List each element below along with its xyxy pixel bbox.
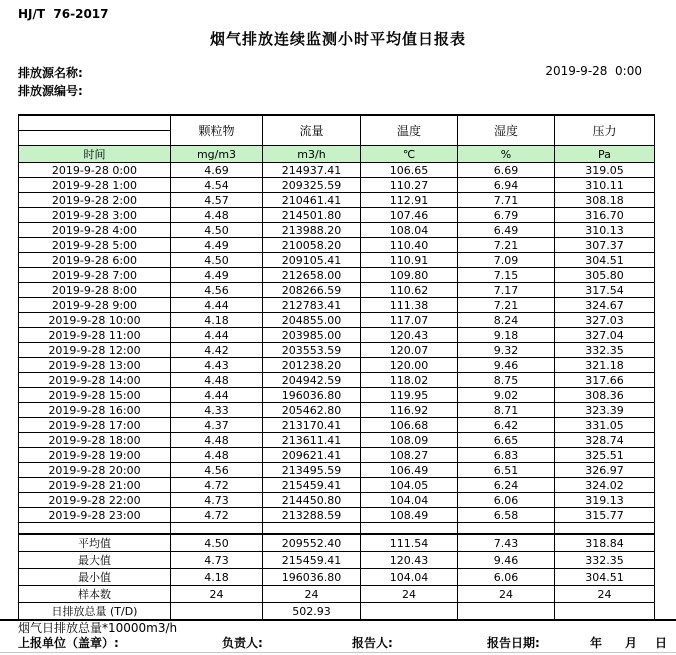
unit-cell-pressure: Pa (555, 146, 655, 163)
responsible-person-label: 负责人: (222, 636, 263, 650)
source-name-label: 排放源名称: (18, 66, 83, 80)
value-cell: 109.80 (361, 268, 458, 283)
value-cell: 4.54 (171, 178, 263, 193)
time-cell: 2019-9-28 13:00 (19, 358, 171, 373)
summary-label-cell: 平均值 (19, 534, 171, 552)
value-cell: 4.48 (171, 448, 263, 463)
value-cell (458, 603, 555, 620)
value-cell: 210461.41 (263, 193, 361, 208)
value-cell: 4.72 (171, 478, 263, 493)
summary-row-sample-count (19, 586, 655, 603)
value-cell: 106.68 (361, 418, 458, 433)
table-row (19, 268, 655, 283)
table-row (19, 463, 655, 478)
value-cell: 304.51 (555, 253, 655, 268)
value-cell: 24 (458, 586, 555, 603)
value-cell: 9.32 (458, 343, 555, 358)
value-cell: 209105.41 (263, 253, 361, 268)
time-cell: 2019-9-28 22:00 (19, 493, 171, 508)
value-cell: 215459.41 (263, 478, 361, 493)
time-cell: 2019-9-28 20:00 (19, 463, 171, 478)
value-cell: 104.04 (361, 569, 458, 586)
value-cell: 4.43 (171, 358, 263, 373)
monitoring-table (18, 114, 655, 619)
column-header-humidity: 湿度 (458, 115, 555, 146)
value-cell: 120.00 (361, 358, 458, 373)
signature-row (0, 634, 676, 650)
value-cell: 205462.80 (263, 403, 361, 418)
value-cell: 316.70 (555, 208, 655, 223)
page-bottom-rule (0, 652, 676, 653)
time-cell: 2019-9-28 14:00 (19, 373, 171, 388)
value-cell: 321.18 (555, 358, 655, 373)
corner-cell (19, 115, 171, 146)
table-row (19, 433, 655, 448)
time-cell: 2019-9-28 1:00 (19, 178, 171, 193)
value-cell: 204942.59 (263, 373, 361, 388)
value-cell: 324.02 (555, 478, 655, 493)
value-cell: 6.69 (458, 163, 555, 178)
value-cell: 119.95 (361, 388, 458, 403)
value-cell: 203553.59 (263, 343, 361, 358)
value-cell: 104.04 (361, 493, 458, 508)
value-cell: 116.92 (361, 403, 458, 418)
value-cell: 9.02 (458, 388, 555, 403)
value-cell: 110.27 (361, 178, 458, 193)
value-cell: 324.67 (555, 298, 655, 313)
value-cell: 108.49 (361, 508, 458, 523)
time-cell: 2019-9-28 9:00 (19, 298, 171, 313)
value-cell (361, 603, 458, 620)
value-cell: 24 (361, 586, 458, 603)
summary-row-min (19, 569, 655, 586)
value-cell: 308.18 (555, 193, 655, 208)
table-row (19, 493, 655, 508)
value-cell: 7.09 (458, 253, 555, 268)
value-cell: 196036.80 (263, 388, 361, 403)
value-cell: 4.37 (171, 418, 263, 433)
value-cell: 332.35 (555, 343, 655, 358)
table-row (19, 343, 655, 358)
value-cell: 104.05 (361, 478, 458, 493)
value-cell: 215459.41 (263, 552, 361, 569)
value-cell: 6.42 (458, 418, 555, 433)
value-cell: 4.73 (171, 552, 263, 569)
value-cell: 4.57 (171, 193, 263, 208)
month-label: 月 (625, 636, 638, 650)
value-cell: 24 (171, 586, 263, 603)
value-cell: 212658.00 (263, 268, 361, 283)
time-header-cell: 时间 (19, 146, 171, 163)
value-cell: 210058.20 (263, 238, 361, 253)
value-cell: 6.83 (458, 448, 555, 463)
table-row (19, 283, 655, 298)
value-cell: 4.18 (171, 569, 263, 586)
value-cell: 6.94 (458, 178, 555, 193)
table-row (19, 193, 655, 208)
value-cell: 209621.41 (263, 448, 361, 463)
value-cell: 108.27 (361, 448, 458, 463)
value-cell: 8.75 (458, 373, 555, 388)
value-cell: 327.03 (555, 313, 655, 328)
summary-row-daily-total (19, 603, 655, 620)
value-cell: 213170.41 (263, 418, 361, 433)
value-cell: 319.05 (555, 163, 655, 178)
value-cell: 310.13 (555, 223, 655, 238)
value-cell: 6.65 (458, 433, 555, 448)
value-cell: 326.97 (555, 463, 655, 478)
value-cell: 4.18 (171, 313, 263, 328)
time-cell: 2019-9-28 6:00 (19, 253, 171, 268)
table-row (19, 178, 655, 193)
value-cell: 4.42 (171, 343, 263, 358)
source-code-label: 排放源编号: (18, 84, 83, 98)
table-row (19, 478, 655, 493)
value-cell: 110.91 (361, 253, 458, 268)
value-cell: 7.43 (458, 534, 555, 552)
summary-label-cell: 样本数 (19, 586, 171, 603)
time-cell: 2019-9-28 8:00 (19, 283, 171, 298)
value-cell: 6.24 (458, 478, 555, 493)
value-cell: 106.49 (361, 463, 458, 478)
spacer-row (19, 523, 655, 535)
table-row (19, 328, 655, 343)
column-header-particulate: 颗粒物 (171, 115, 263, 146)
table-row (19, 313, 655, 328)
table-row (19, 418, 655, 433)
value-cell: 4.56 (171, 283, 263, 298)
value-cell: 4.50 (171, 534, 263, 552)
standard-number: HJ/T 76-2017 (18, 7, 109, 21)
value-cell: 7.71 (458, 193, 555, 208)
units-header-row (19, 146, 655, 163)
reporting-unit-label: 上报单位（盖章）: (18, 636, 119, 650)
unit-cell-humidity: % (458, 146, 555, 163)
column-header-temperature: 温度 (361, 115, 458, 146)
value-cell: 331.05 (555, 418, 655, 433)
value-cell (555, 603, 655, 620)
day-label: 日 (655, 636, 668, 650)
table-row (19, 253, 655, 268)
table-row (19, 373, 655, 388)
value-cell: 108.04 (361, 223, 458, 238)
value-cell: 6.51 (458, 463, 555, 478)
value-cell: 213288.59 (263, 508, 361, 523)
value-cell: 502.93 (263, 603, 361, 620)
value-cell: 4.69 (171, 163, 263, 178)
value-cell: 204855.00 (263, 313, 361, 328)
summary-label-cell: 日排放总量 (T/D) (19, 603, 171, 620)
value-cell: 209325.59 (263, 178, 361, 193)
time-cell: 2019-9-28 11:00 (19, 328, 171, 343)
unit-cell-flow: m3/h (263, 146, 361, 163)
value-cell: 108.09 (361, 433, 458, 448)
summary-label-cell: 最小值 (19, 569, 171, 586)
reporter-label: 报告人: (352, 636, 393, 650)
value-cell: 4.50 (171, 223, 263, 238)
value-cell: 196036.80 (263, 569, 361, 586)
value-cell: 110.62 (361, 283, 458, 298)
time-cell: 2019-9-28 3:00 (19, 208, 171, 223)
value-cell: 214937.41 (263, 163, 361, 178)
value-cell: 4.72 (171, 508, 263, 523)
unit-cell-particulate: mg/m3 (171, 146, 263, 163)
value-cell: 4.56 (171, 463, 263, 478)
value-cell: 209552.40 (263, 534, 361, 552)
time-cell: 2019-9-28 2:00 (19, 193, 171, 208)
value-cell: 307.37 (555, 238, 655, 253)
table-row (19, 388, 655, 403)
value-cell: 9.46 (458, 552, 555, 569)
table-row (19, 448, 655, 463)
value-cell: 325.51 (555, 448, 655, 463)
value-cell: 120.07 (361, 343, 458, 358)
value-cell: 308.36 (555, 388, 655, 403)
summary-row-average (19, 534, 655, 552)
table-row (19, 403, 655, 418)
value-cell: 4.50 (171, 253, 263, 268)
table-row (19, 358, 655, 373)
monitoring-table-wrap (0, 114, 676, 621)
value-cell: 7.17 (458, 283, 555, 298)
report-datetime: 2019-9-28 0:00 (545, 64, 642, 78)
value-cell: 332.35 (555, 552, 655, 569)
report-date-label: 报告日期: (487, 636, 540, 650)
value-cell: 120.43 (361, 552, 458, 569)
value-cell: 323.39 (555, 403, 655, 418)
value-cell: 24 (555, 586, 655, 603)
value-cell: 118.02 (361, 373, 458, 388)
value-cell: 327.04 (555, 328, 655, 343)
value-cell: 9.18 (458, 328, 555, 343)
time-cell: 2019-9-28 0:00 (19, 163, 171, 178)
value-cell: 6.79 (458, 208, 555, 223)
value-cell: 4.33 (171, 403, 263, 418)
value-cell: 4.73 (171, 493, 263, 508)
table-row (19, 508, 655, 523)
value-cell: 6.06 (458, 493, 555, 508)
value-cell: 4.48 (171, 433, 263, 448)
time-cell: 2019-9-28 7:00 (19, 268, 171, 283)
value-cell: 4.48 (171, 208, 263, 223)
value-cell: 214450.80 (263, 493, 361, 508)
value-cell: 9.46 (458, 358, 555, 373)
time-cell: 2019-9-28 15:00 (19, 388, 171, 403)
year-label: 年 (590, 636, 603, 650)
value-cell: 8.24 (458, 313, 555, 328)
column-header-flow: 流量 (263, 115, 361, 146)
value-cell: 328.74 (555, 433, 655, 448)
value-cell: 213988.20 (263, 223, 361, 238)
total-emission-note: 烟气日排放总量*10000m3/h (18, 621, 178, 635)
value-cell: 212783.41 (263, 298, 361, 313)
value-cell: 4.44 (171, 298, 263, 313)
value-cell: 4.48 (171, 373, 263, 388)
value-cell: 315.77 (555, 508, 655, 523)
time-cell: 2019-9-28 18:00 (19, 433, 171, 448)
page-title: 烟气排放连续监测小时平均值日报表 (209, 30, 466, 48)
value-cell: 111.38 (361, 298, 458, 313)
value-cell: 213611.41 (263, 433, 361, 448)
value-cell: 106.65 (361, 163, 458, 178)
value-cell: 4.49 (171, 238, 263, 253)
value-cell: 208266.59 (263, 283, 361, 298)
time-cell: 2019-9-28 16:00 (19, 403, 171, 418)
value-cell: 111.54 (361, 534, 458, 552)
value-cell (171, 603, 263, 620)
table-row (19, 163, 655, 178)
value-cell: 7.21 (458, 238, 555, 253)
value-cell: 6.58 (458, 508, 555, 523)
time-cell: 2019-9-28 21:00 (19, 478, 171, 493)
value-cell: 6.49 (458, 223, 555, 238)
time-cell: 2019-9-28 10:00 (19, 313, 171, 328)
table-row (19, 208, 655, 223)
value-cell: 319.13 (555, 493, 655, 508)
value-cell: 318.84 (555, 534, 655, 552)
time-cell: 2019-9-28 19:00 (19, 448, 171, 463)
summary-label-cell: 最大值 (19, 552, 171, 569)
value-cell: 201238.20 (263, 358, 361, 373)
value-cell: 304.51 (555, 569, 655, 586)
value-cell: 7.21 (458, 298, 555, 313)
summary-row-max (19, 552, 655, 569)
value-cell: 24 (263, 586, 361, 603)
value-cell: 213495.59 (263, 463, 361, 478)
value-cell: 4.49 (171, 268, 263, 283)
value-cell: 214501.80 (263, 208, 361, 223)
value-cell: 120.43 (361, 328, 458, 343)
table-row (19, 223, 655, 238)
time-cell: 2019-9-28 12:00 (19, 343, 171, 358)
pollutant-header-row (19, 115, 655, 146)
value-cell: 4.44 (171, 388, 263, 403)
value-cell: 310.11 (555, 178, 655, 193)
value-cell: 4.44 (171, 328, 263, 343)
unit-cell-temperature: ℃ (361, 146, 458, 163)
value-cell: 110.40 (361, 238, 458, 253)
time-cell: 2019-9-28 17:00 (19, 418, 171, 433)
value-cell: 112.91 (361, 193, 458, 208)
corner-divider (19, 116, 170, 131)
time-cell: 2019-9-28 4:00 (19, 223, 171, 238)
time-cell: 2019-9-28 23:00 (19, 508, 171, 523)
value-cell: 117.07 (361, 313, 458, 328)
value-cell: 317.66 (555, 373, 655, 388)
column-header-pressure: 压力 (555, 115, 655, 146)
value-cell: 7.15 (458, 268, 555, 283)
value-cell: 8.71 (458, 403, 555, 418)
value-cell: 317.54 (555, 283, 655, 298)
table-row (19, 298, 655, 313)
table-row (19, 238, 655, 253)
value-cell: 203985.00 (263, 328, 361, 343)
time-cell: 2019-9-28 5:00 (19, 238, 171, 253)
value-cell: 107.46 (361, 208, 458, 223)
value-cell: 6.06 (458, 569, 555, 586)
value-cell: 305.80 (555, 268, 655, 283)
